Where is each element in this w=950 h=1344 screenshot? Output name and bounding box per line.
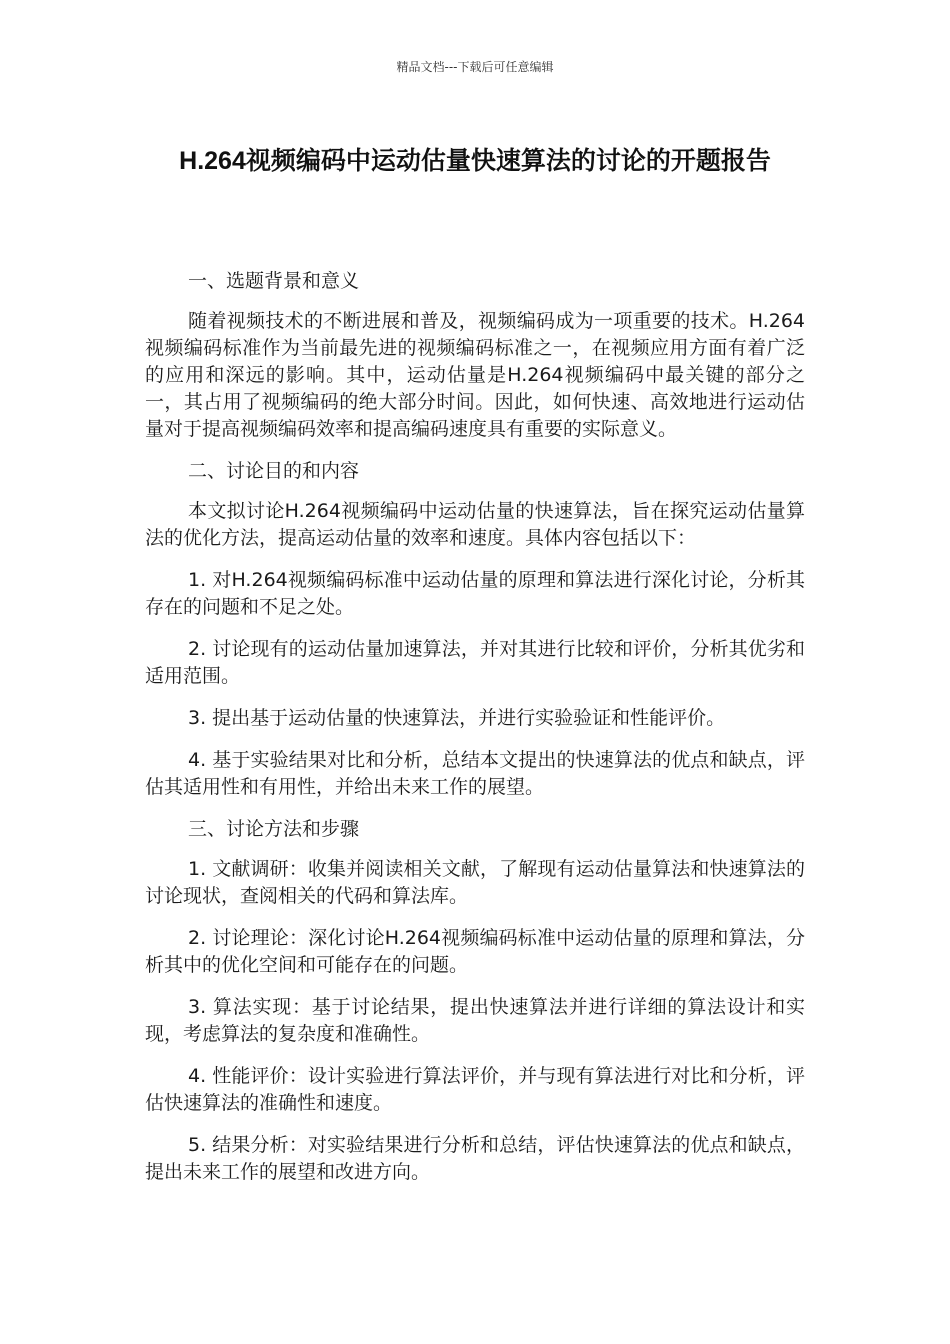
- list-item-method-5: 5. 结果分析：对实验结果进行分析和总结，评估快速算法的优点和缺点，提出未来工作的展望和改进方向。: [145, 1134, 805, 1183]
- page-header: 精品文档---下载后可任意编辑: [396, 60, 554, 74]
- section-heading-methods: 三、讨论方法和步骤: [188, 818, 360, 840]
- list-item-content-1: 1. 对H.264视频编码标准中运动估量的原理和算法进行深化讨论，分析其存在的问题和不足之处。: [145, 569, 805, 618]
- list-item-method-2: 2. 讨论理论：深化讨论H.264视频编码标准中运动估量的原理和算法，分析其中的优化空间和可能存在的问题。: [145, 927, 805, 976]
- paragraph-purpose-intro: 本文拟讨论H.264视频编码中运动估量的快速算法，旨在探究运动估量算法的优化方法，提高运动估量的效率和速度。具体内容包括以下：: [145, 500, 805, 549]
- list-item-content-3: 3. 提出基于运动估量的快速算法，并进行实验验证和性能评价。: [188, 707, 726, 729]
- document-body: [145, 268, 805, 1201]
- document-title: H.264视频编码中运动估量快速算法的讨论的开题报告: [179, 147, 771, 175]
- list-item-content-2: 2. 讨论现有的运动估量加速算法，并对其进行比较和评价，分析其优劣和适用范围。: [145, 638, 805, 687]
- list-item-content-4: 4. 基于实验结果对比和分析，总结本文提出的快速算法的优点和缺点，评估其适用性和有用性，并给出未来工作的展望。: [145, 749, 805, 798]
- list-item-method-1: 1. 文献调研：收集并阅读相关文献，了解现有运动估量算法和快速算法的讨论现状，查阅相关的代码和算法库。: [145, 858, 805, 907]
- section-heading-background: 一、选题背景和意义: [188, 270, 360, 292]
- list-item-method-4: 4. 性能评价：设计实验进行算法评价，并与现有算法进行对比和分析，评估快速算法的准确性和速度。: [145, 1065, 805, 1114]
- list-item-method-3: 3. 算法实现：基于讨论结果，提出快速算法并进行详细的算法设计和实现，考虑算法的复杂度和准确性。: [145, 996, 805, 1045]
- paragraph-background: 随着视频技术的不断进展和普及，视频编码成为一项重要的技术。H.264视频编码标准作为当前最先进的视频编码标准之一，在视频应用方面有着广泛的应用和深远的影响。其中，运动估量是H.264视频编码中最关键的部分之一，其占用了视频编码的绝大部分时间。因此，如何快速、高效地进行运动估量对于提高视频编码效率和提高编码速度具有重要的实际意义。: [145, 310, 805, 440]
- section-heading-purpose: 二、讨论目的和内容: [188, 460, 360, 482]
